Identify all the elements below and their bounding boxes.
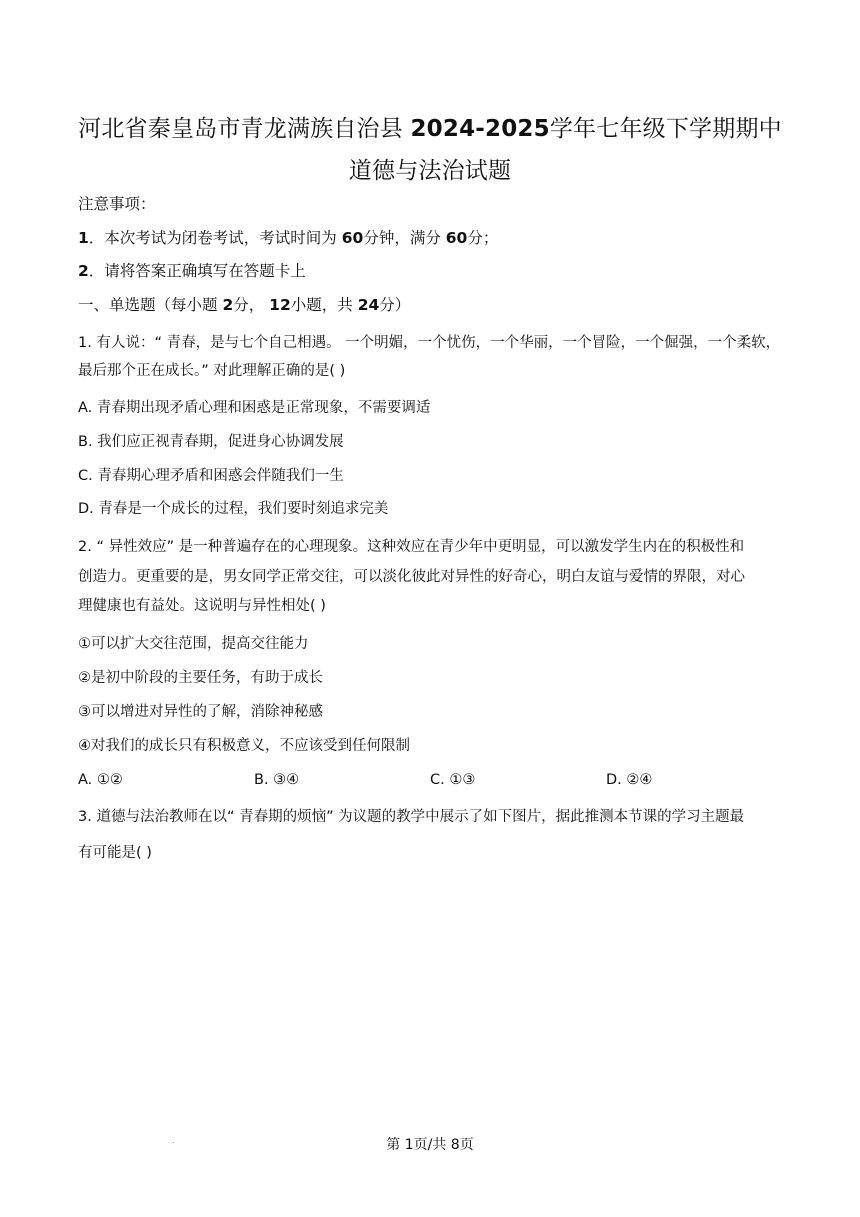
section-count: 12 xyxy=(269,296,291,314)
page-number: 第 1页/共 8页 xyxy=(386,1137,474,1153)
question-2-statement-1: ①可以扩大交往范围，提高交往能力 xyxy=(78,636,309,652)
note-2-text: ．请将答案正确填写在答题卡上 xyxy=(88,262,306,280)
title-years: 2024-2025 xyxy=(410,116,550,142)
question-2-statement-4: ④对我们的成长只有积极意义，不应该受到任何限制 xyxy=(78,738,410,754)
question-2-option-b[interactable]: B. ③④ xyxy=(254,772,300,788)
note-2 xyxy=(78,261,306,281)
title-text: 河北省秦皇岛市青龙满族自治县 xyxy=(78,116,411,142)
question-2-option-a[interactable]: A. ①② xyxy=(78,772,123,788)
question-2-line-2: 创造力。更重要的是，男女同学正常交往，可以淡化彼此对异性的好奇心，明白友谊与爱情的界限，对心 xyxy=(78,569,745,585)
note-1-number: 1 xyxy=(78,229,89,247)
note-1-text-2: 分钟，满分 xyxy=(363,229,446,247)
note-2-number: 2 xyxy=(78,262,89,280)
footer-dot: . xyxy=(172,1136,175,1145)
section-text-2: 分， xyxy=(233,296,270,314)
question-1-option-a[interactable]: A. 青春期出现矛盾心理和困惑是正常现象，不需要调适 xyxy=(78,400,431,416)
note-1-text-3: 分； xyxy=(467,229,499,247)
question-2-line-1: 2. “ 异性效应” 是一种普遍存在的心理现象。这种效应在青少年中更明显，可以激发学生内在的积极性和 xyxy=(78,539,745,555)
question-3-line-1: 3. 道德与法治教师在以“ 青春期的烦恼” 为议题的教学中展示了如下图片，据此推测本节课的学习主题最 xyxy=(78,809,745,825)
question-1-option-d[interactable]: D. 青春是一个成长的过程，我们要时刻追求完美 xyxy=(78,501,389,517)
note-1-score: 60 xyxy=(445,229,468,247)
note-1-text: ．本次考试为闭卷考试，考试时间为 xyxy=(88,229,342,247)
section-text-3: 小题，共 xyxy=(290,296,358,314)
section-1-heading xyxy=(78,295,410,315)
exam-subtitle: 道德与法治试题 xyxy=(348,158,512,184)
question-2-option-c[interactable]: C. ①③ xyxy=(430,772,476,788)
notes-heading: 注意事项： xyxy=(78,195,156,213)
title-text-2: 学年七年级下学期期中 xyxy=(549,116,782,142)
question-2-statement-3: ③可以增进对异性的了解，消除神秘感 xyxy=(78,704,323,720)
question-1-line-2: 最后那个正在成长。” 对此理解正确的是( ) xyxy=(78,363,346,379)
question-3-line-2: 有可能是( ) xyxy=(78,845,152,861)
question-2-line-3: 理健康也有益处。这说明与异性相处( ) xyxy=(78,598,326,614)
note-1-time: 60 xyxy=(341,229,364,247)
section-text-4: 分） xyxy=(379,296,411,314)
question-1-line-1: 1. 有人说：“ 青春，是与七个自己相遇。 一个明媚，一个忧伤，一个华丽，一个冒险，一个倔强，一个柔软， xyxy=(78,335,781,351)
note-1 xyxy=(78,228,498,248)
exam-title xyxy=(0,114,860,144)
section-text: 一、单选题（每小题 xyxy=(78,296,223,314)
question-1-option-b[interactable]: B. 我们应正视青春期，促进身心协调发展 xyxy=(78,434,344,450)
question-1-option-c[interactable]: C. 青春期心理矛盾和困惑会伴随我们一生 xyxy=(78,468,344,484)
section-points-each: 2 xyxy=(222,296,234,314)
question-2-statement-2: ②是初中阶段的主要任务，有助于成长 xyxy=(78,670,323,686)
section-total: 24 xyxy=(357,296,380,314)
question-2-option-d[interactable]: D. ②④ xyxy=(606,772,653,788)
